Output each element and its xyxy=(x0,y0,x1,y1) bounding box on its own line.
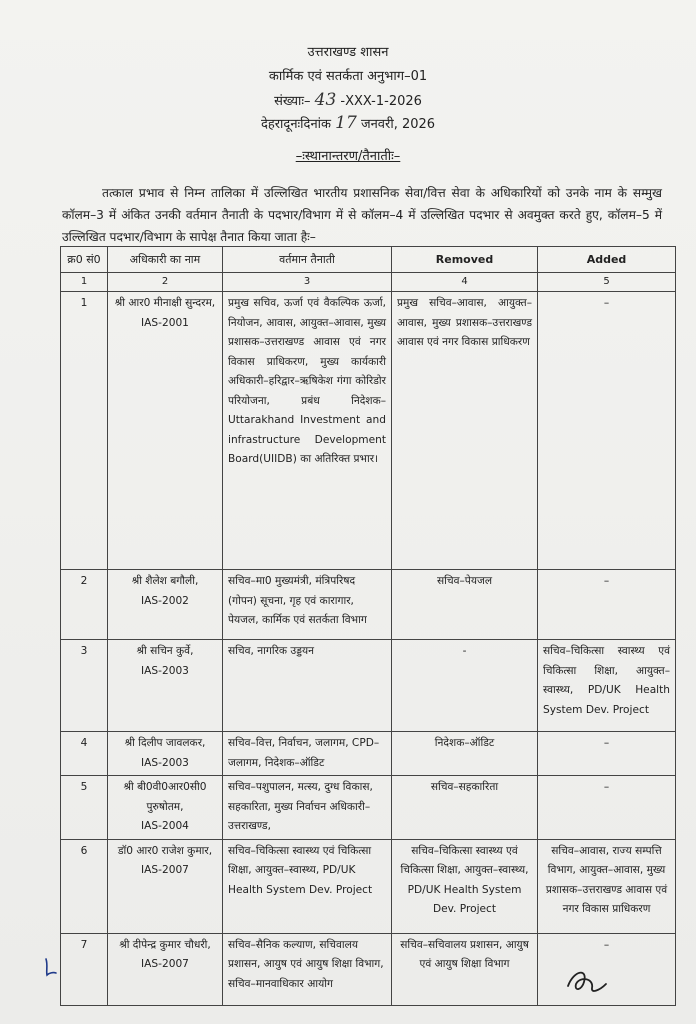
col-number: 3 xyxy=(223,273,392,292)
cell-sno: 3 xyxy=(61,640,108,732)
officer-service: IAS-2003 xyxy=(141,756,189,769)
officer-name: श्री दीपेन्द्र कुमार चौधरी, xyxy=(119,938,211,951)
order-number-prefix: संख्याः– xyxy=(274,94,311,109)
officer-name: श्री सचिन कुर्वे, xyxy=(136,645,194,657)
officer-name: श्री शैलेश बगौली, xyxy=(131,575,199,587)
subject-heading: –ःस्थानान्तरण/तैनातीः– xyxy=(295,149,401,164)
officer-service: IAS-2001 xyxy=(141,316,189,329)
cell-removed: सचिव–सहकारिता xyxy=(392,776,538,840)
officer-service: IAS-2002 xyxy=(141,594,189,607)
cell-officer xyxy=(108,292,223,570)
cell-current-posting: सचिव–पशुपालन, मत्स्य, दुग्ध विकास, सहकारिता, मुख्य निर्वाचन अधिकारी– उत्तराखण्ड, xyxy=(223,776,392,840)
cell-sno: 4 xyxy=(61,732,108,776)
order-date-handwritten: 17 xyxy=(335,113,357,133)
officer-name: श्री आर0 मीनाक्षी सुन्दरम, xyxy=(114,297,216,309)
header-sno: क्र0 सं0 xyxy=(61,247,108,273)
officer-name: श्री बी0वी0आर0सी0 पुरुषोतम, xyxy=(123,781,207,813)
cell-current-posting: प्रमुख सचिव, ऊर्जा एवं वैकल्पिक ऊर्जा, नियोजन, आवास, आयुक्त–आवास, मुख्य प्रशासक–उत्तराखण्ड आवास एवं नगर विकास प्राधिकरण, मुख्य कार्यकारी अधिकारी–हरिद्वार–ऋषिकेश गंगा कोरिडोर परियोजना, प्रबंध निदेशक– Uttarakhand Investment and infrastructure Development Board(UIIDB) का अतिरिक्त प्रभार। xyxy=(223,292,392,570)
officer-service: IAS-2003 xyxy=(141,664,189,677)
order-number-handwritten: 43 xyxy=(314,90,337,110)
order-date-suffix: जनवरी, 2026 xyxy=(360,117,436,132)
header-added: Added xyxy=(538,247,676,273)
col-number: 2 xyxy=(108,273,223,292)
cell-added: – xyxy=(538,570,676,640)
header-current-posting: वर्तमान तैनाती xyxy=(223,247,392,273)
cell-added: – xyxy=(538,776,676,840)
intro-paragraph: तत्काल प्रभाव से निम्न तालिका में उल्लिखित भारतीय प्रशासनिक सेवा/वित्त सेवा के अधिकारियों को उनके नाम के सम्मुख कॉलम–3 में अंकित उनकी वर्तमान तैनाती के पदभार/विभाग में से कॉलम–4 में उल्लिखित पदभार से अवमुक्त करते हुए, कॉलम–5 में उल्लिखित पदभार/विभाग के सापेक्ष तैनात किया जाता हैः– xyxy=(62,186,662,244)
cell-current-posting: सचिव–वित्त, निर्वाचन, जलागम, CPD–जलागम, निदेशक–ऑडिट xyxy=(223,732,392,776)
cell-current-posting: सचिव–सैनिक कल्याण, सचिवालय प्रशासन, आयुष एवं आयुष शिक्षा विभाग, सचिव–मानवाधिकार आयोग xyxy=(223,933,392,1005)
transfer-table xyxy=(60,246,676,1006)
initial-mark-icon xyxy=(40,955,64,979)
cell-removed: सचिव–चिकित्सा स्वास्थ्य एवं चिकित्सा शिक्षा, आयुक्त–स्वास्थ्य, PD/UK Health System Dev. Project xyxy=(392,839,538,933)
table-row xyxy=(61,839,676,933)
cell-added: – xyxy=(538,933,676,1005)
officer-service: IAS-2004 xyxy=(141,820,189,832)
col-number: 1 xyxy=(61,273,108,292)
cell-current-posting: सचिव–मा0 मुख्यमंत्री, मंत्रिपरिषद (गोपन) सूचना, गृह एवं कारागार, पेयजल, कार्मिक एवं सतर्कता विभाग xyxy=(223,570,392,640)
col-number: 5 xyxy=(538,273,676,292)
officer-name: श्री दिलीप जावलकर, xyxy=(124,737,206,749)
cell-officer xyxy=(108,776,223,840)
cell-current-posting: सचिव, नागरिक उड्डयन xyxy=(223,640,392,732)
table-row xyxy=(61,732,676,776)
cell-officer xyxy=(108,933,223,1005)
cell-sno: 5 xyxy=(61,776,108,840)
cell-added: – xyxy=(538,292,676,570)
govt-title: उत्तराखण्ड शासन xyxy=(307,45,389,60)
officer-service: IAS-2007 xyxy=(141,864,189,876)
header-removed: Removed xyxy=(392,247,538,273)
cell-sno: 7 xyxy=(61,933,108,1005)
cell-removed: निदेशक–ऑडिट xyxy=(392,732,538,776)
table-row xyxy=(61,292,676,570)
cell-added: सचिव–चिकित्सा स्वास्थ्य एवं चिकित्सा शिक्षा, आयुक्त–स्वास्थ्य, PD/UK Health System Dev. Project xyxy=(538,640,676,732)
cell-removed: सचिव–सचिवालय प्रशासन, आयुष एवं आयुष शिक्षा विभाग xyxy=(392,933,538,1005)
cell-removed: सचिव–पेयजल xyxy=(392,570,538,640)
cell-current-posting: सचिव–चिकित्सा स्वास्थ्य एवं चिकित्सा शिक्षा, आयुक्त–स्वास्थ्य, PD/UK Health System Dev. Project xyxy=(223,839,392,933)
officer-name: डॉ0 आर0 राजेश कुमार, xyxy=(117,844,213,857)
cell-added: – xyxy=(538,732,676,776)
table-header-row xyxy=(61,247,676,273)
column-number-row xyxy=(61,273,676,292)
officer-service: IAS-2007 xyxy=(141,958,189,970)
order-date xyxy=(0,113,696,133)
cell-added: सचिव–आवास, राज्य सम्पत्ति विभाग, आयुक्त–आवास, मुख्य प्रशासक–उत्तराखण्ड आवास एवं नगर विकास प्राधिकरण xyxy=(538,839,676,933)
order-number-suffix: -XXX-1-2026 xyxy=(340,94,422,109)
table-row xyxy=(61,570,676,640)
cell-officer xyxy=(108,732,223,776)
cell-sno: 1 xyxy=(61,292,108,570)
header-officer-name: अधिकारी का नाम xyxy=(108,247,223,273)
col-number: 4 xyxy=(392,273,538,292)
cell-sno: 6 xyxy=(61,839,108,933)
order-number xyxy=(0,90,696,110)
cell-sno: 2 xyxy=(61,570,108,640)
section-title: कार्मिक एवं सतर्कता अनुभाग–01 xyxy=(268,69,428,84)
order-date-prefix: देहरादूनःदिनांक xyxy=(260,117,332,132)
cell-officer xyxy=(108,640,223,732)
cell-officer xyxy=(108,570,223,640)
table-row xyxy=(61,640,676,732)
table-row xyxy=(61,776,676,840)
cell-removed: प्रमुख सचिव–आवास, आयुक्त–आवास, मुख्य प्रशासक–उत्तराखण्ड आवास एवं नगर विकास प्राधिकरण xyxy=(392,292,538,570)
cell-removed: - xyxy=(392,640,538,732)
signature-icon xyxy=(560,960,610,1000)
cell-officer xyxy=(108,839,223,933)
